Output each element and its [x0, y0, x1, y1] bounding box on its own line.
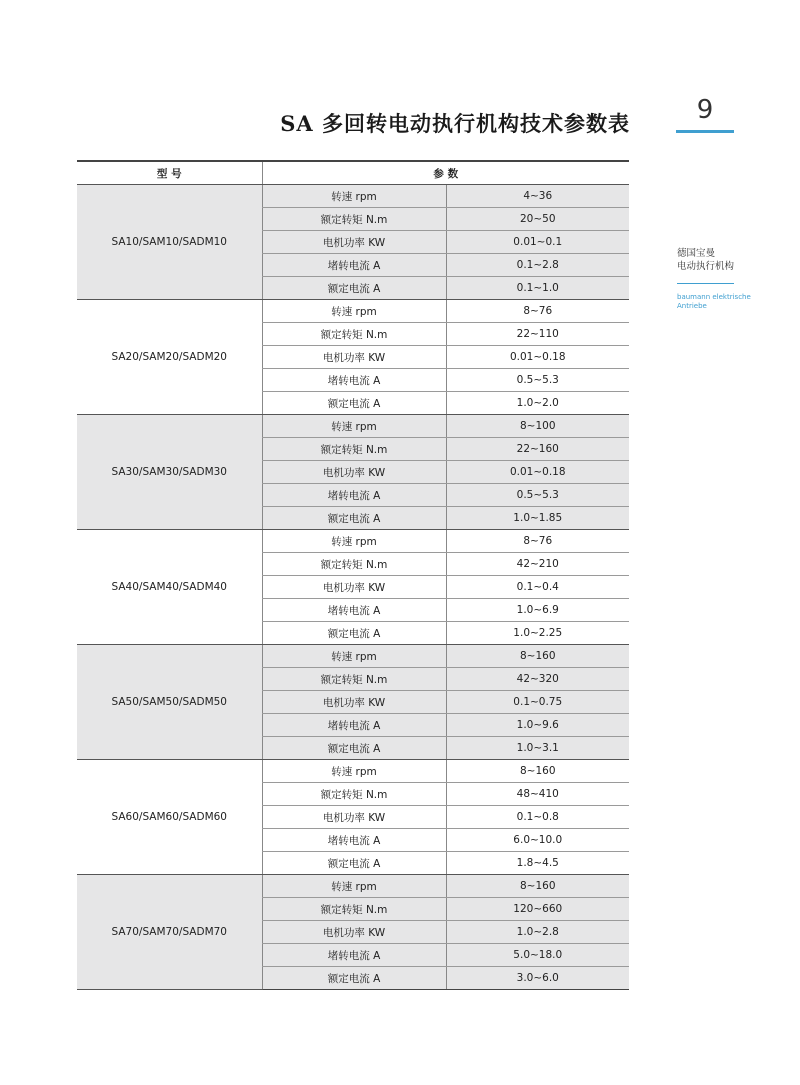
param-value-cell: 8~76	[446, 530, 629, 553]
param-name-cell: 电机功率 KW	[262, 806, 446, 829]
param-value-cell: 1.0~2.25	[446, 622, 629, 645]
param-value-cell: 1.0~2.0	[446, 392, 629, 415]
brand-name-en	[677, 293, 751, 311]
param-name-cell: 额定电流 A	[262, 967, 446, 990]
model-cell: SA50/SAM50/SADM50	[77, 645, 262, 760]
param-name-cell: 转速 rpm	[262, 185, 446, 208]
param-value-cell: 0.1~0.75	[446, 691, 629, 714]
header-params: 参 数	[262, 161, 629, 185]
model-cell: SA60/SAM60/SADM60	[77, 760, 262, 875]
brand-en-line2: Antriebe	[677, 302, 707, 310]
param-value-cell: 0.01~0.18	[446, 346, 629, 369]
param-name-cell: 额定转矩 N.m	[262, 323, 446, 346]
table-row	[77, 875, 629, 898]
model-cell: SA70/SAM70/SADM70	[77, 875, 262, 990]
param-name-cell: 额定电流 A	[262, 507, 446, 530]
param-name-cell: 额定电流 A	[262, 277, 446, 300]
model-group	[77, 415, 629, 530]
table-row	[77, 530, 629, 553]
param-value-cell: 20~50	[446, 208, 629, 231]
param-value-cell: 0.01~0.18	[446, 461, 629, 484]
param-value-cell: 0.1~2.8	[446, 254, 629, 277]
param-name-cell: 堵转电流 A	[262, 714, 446, 737]
model-group	[77, 645, 629, 760]
param-value-cell: 4~36	[446, 185, 629, 208]
model-cell: SA10/SAM10/SADM10	[77, 185, 262, 300]
param-name-cell: 电机功率 KW	[262, 461, 446, 484]
param-value-cell: 8~160	[446, 645, 629, 668]
param-value-cell: 0.1~1.0	[446, 277, 629, 300]
table-row	[77, 185, 629, 208]
model-cell: SA20/SAM20/SADM20	[77, 300, 262, 415]
param-value-cell: 8~160	[446, 760, 629, 783]
brand-cn-line1: 德国宝曼	[677, 248, 716, 259]
param-name-cell: 堵转电流 A	[262, 599, 446, 622]
param-value-cell: 3.0~6.0	[446, 967, 629, 990]
param-value-cell: 1.0~2.8	[446, 921, 629, 944]
param-name-cell: 额定转矩 N.m	[262, 208, 446, 231]
model-group	[77, 760, 629, 875]
table-row	[77, 300, 629, 323]
param-name-cell: 额定转矩 N.m	[262, 438, 446, 461]
param-value-cell: 42~210	[446, 553, 629, 576]
page-number-rule	[676, 130, 734, 133]
table-row	[77, 645, 629, 668]
model-group	[77, 875, 629, 990]
table-header-row	[77, 161, 629, 185]
param-name-cell: 额定电流 A	[262, 392, 446, 415]
model-group	[77, 185, 629, 300]
param-name-cell: 堵转电流 A	[262, 484, 446, 507]
param-name-cell: 额定转矩 N.m	[262, 898, 446, 921]
param-name-cell: 电机功率 KW	[262, 576, 446, 599]
param-value-cell: 8~160	[446, 875, 629, 898]
param-value-cell: 8~100	[446, 415, 629, 438]
param-value-cell: 120~660	[446, 898, 629, 921]
param-name-cell: 电机功率 KW	[262, 921, 446, 944]
param-name-cell: 电机功率 KW	[262, 231, 446, 254]
header-model: 型 号	[77, 161, 262, 185]
param-name-cell: 转速 rpm	[262, 760, 446, 783]
param-value-cell: 6.0~10.0	[446, 829, 629, 852]
model-group	[77, 300, 629, 415]
param-name-cell: 转速 rpm	[262, 415, 446, 438]
param-value-cell: 0.5~5.3	[446, 369, 629, 392]
param-value-cell: 5.0~18.0	[446, 944, 629, 967]
param-value-cell: 0.5~5.3	[446, 484, 629, 507]
param-value-cell: 1.0~1.85	[446, 507, 629, 530]
param-name-cell: 额定转矩 N.m	[262, 668, 446, 691]
model-cell: SA30/SAM30/SADM30	[77, 415, 262, 530]
param-value-cell: 42~320	[446, 668, 629, 691]
table-row	[77, 760, 629, 783]
param-name-cell: 转速 rpm	[262, 300, 446, 323]
brand-name-cn	[677, 247, 734, 273]
model-group	[77, 530, 629, 645]
param-name-cell: 堵转电流 A	[262, 829, 446, 852]
param-value-cell: 1.8~4.5	[446, 852, 629, 875]
param-value-cell: 22~160	[446, 438, 629, 461]
param-value-cell: 1.0~6.9	[446, 599, 629, 622]
page-title: SA 多回转电动执行机构技术参数表	[280, 111, 630, 136]
table-row	[77, 415, 629, 438]
param-name-cell: 堵转电流 A	[262, 944, 446, 967]
param-value-cell: 1.0~3.1	[446, 737, 629, 760]
page-number: 9	[696, 95, 714, 125]
param-name-cell: 转速 rpm	[262, 645, 446, 668]
param-name-cell: 电机功率 KW	[262, 691, 446, 714]
param-name-cell: 额定电流 A	[262, 852, 446, 875]
param-name-cell: 转速 rpm	[262, 530, 446, 553]
spec-table	[77, 160, 629, 990]
param-value-cell: 1.0~9.6	[446, 714, 629, 737]
brand-en-line1: baumann elektrische	[677, 293, 751, 301]
param-name-cell: 堵转电流 A	[262, 254, 446, 277]
param-value-cell: 0.1~0.8	[446, 806, 629, 829]
param-value-cell: 0.1~0.4	[446, 576, 629, 599]
param-name-cell: 电机功率 KW	[262, 346, 446, 369]
param-value-cell: 8~76	[446, 300, 629, 323]
brand-cn-line2: 电动执行机构	[677, 261, 735, 272]
param-name-cell: 额定转矩 N.m	[262, 553, 446, 576]
param-value-cell: 22~110	[446, 323, 629, 346]
param-name-cell: 转速 rpm	[262, 875, 446, 898]
brand-divider	[677, 283, 734, 284]
model-cell: SA40/SAM40/SADM40	[77, 530, 262, 645]
param-value-cell: 0.01~0.1	[446, 231, 629, 254]
param-value-cell: 48~410	[446, 783, 629, 806]
param-name-cell: 额定电流 A	[262, 622, 446, 645]
param-name-cell: 堵转电流 A	[262, 369, 446, 392]
param-name-cell: 额定转矩 N.m	[262, 783, 446, 806]
param-name-cell: 额定电流 A	[262, 737, 446, 760]
